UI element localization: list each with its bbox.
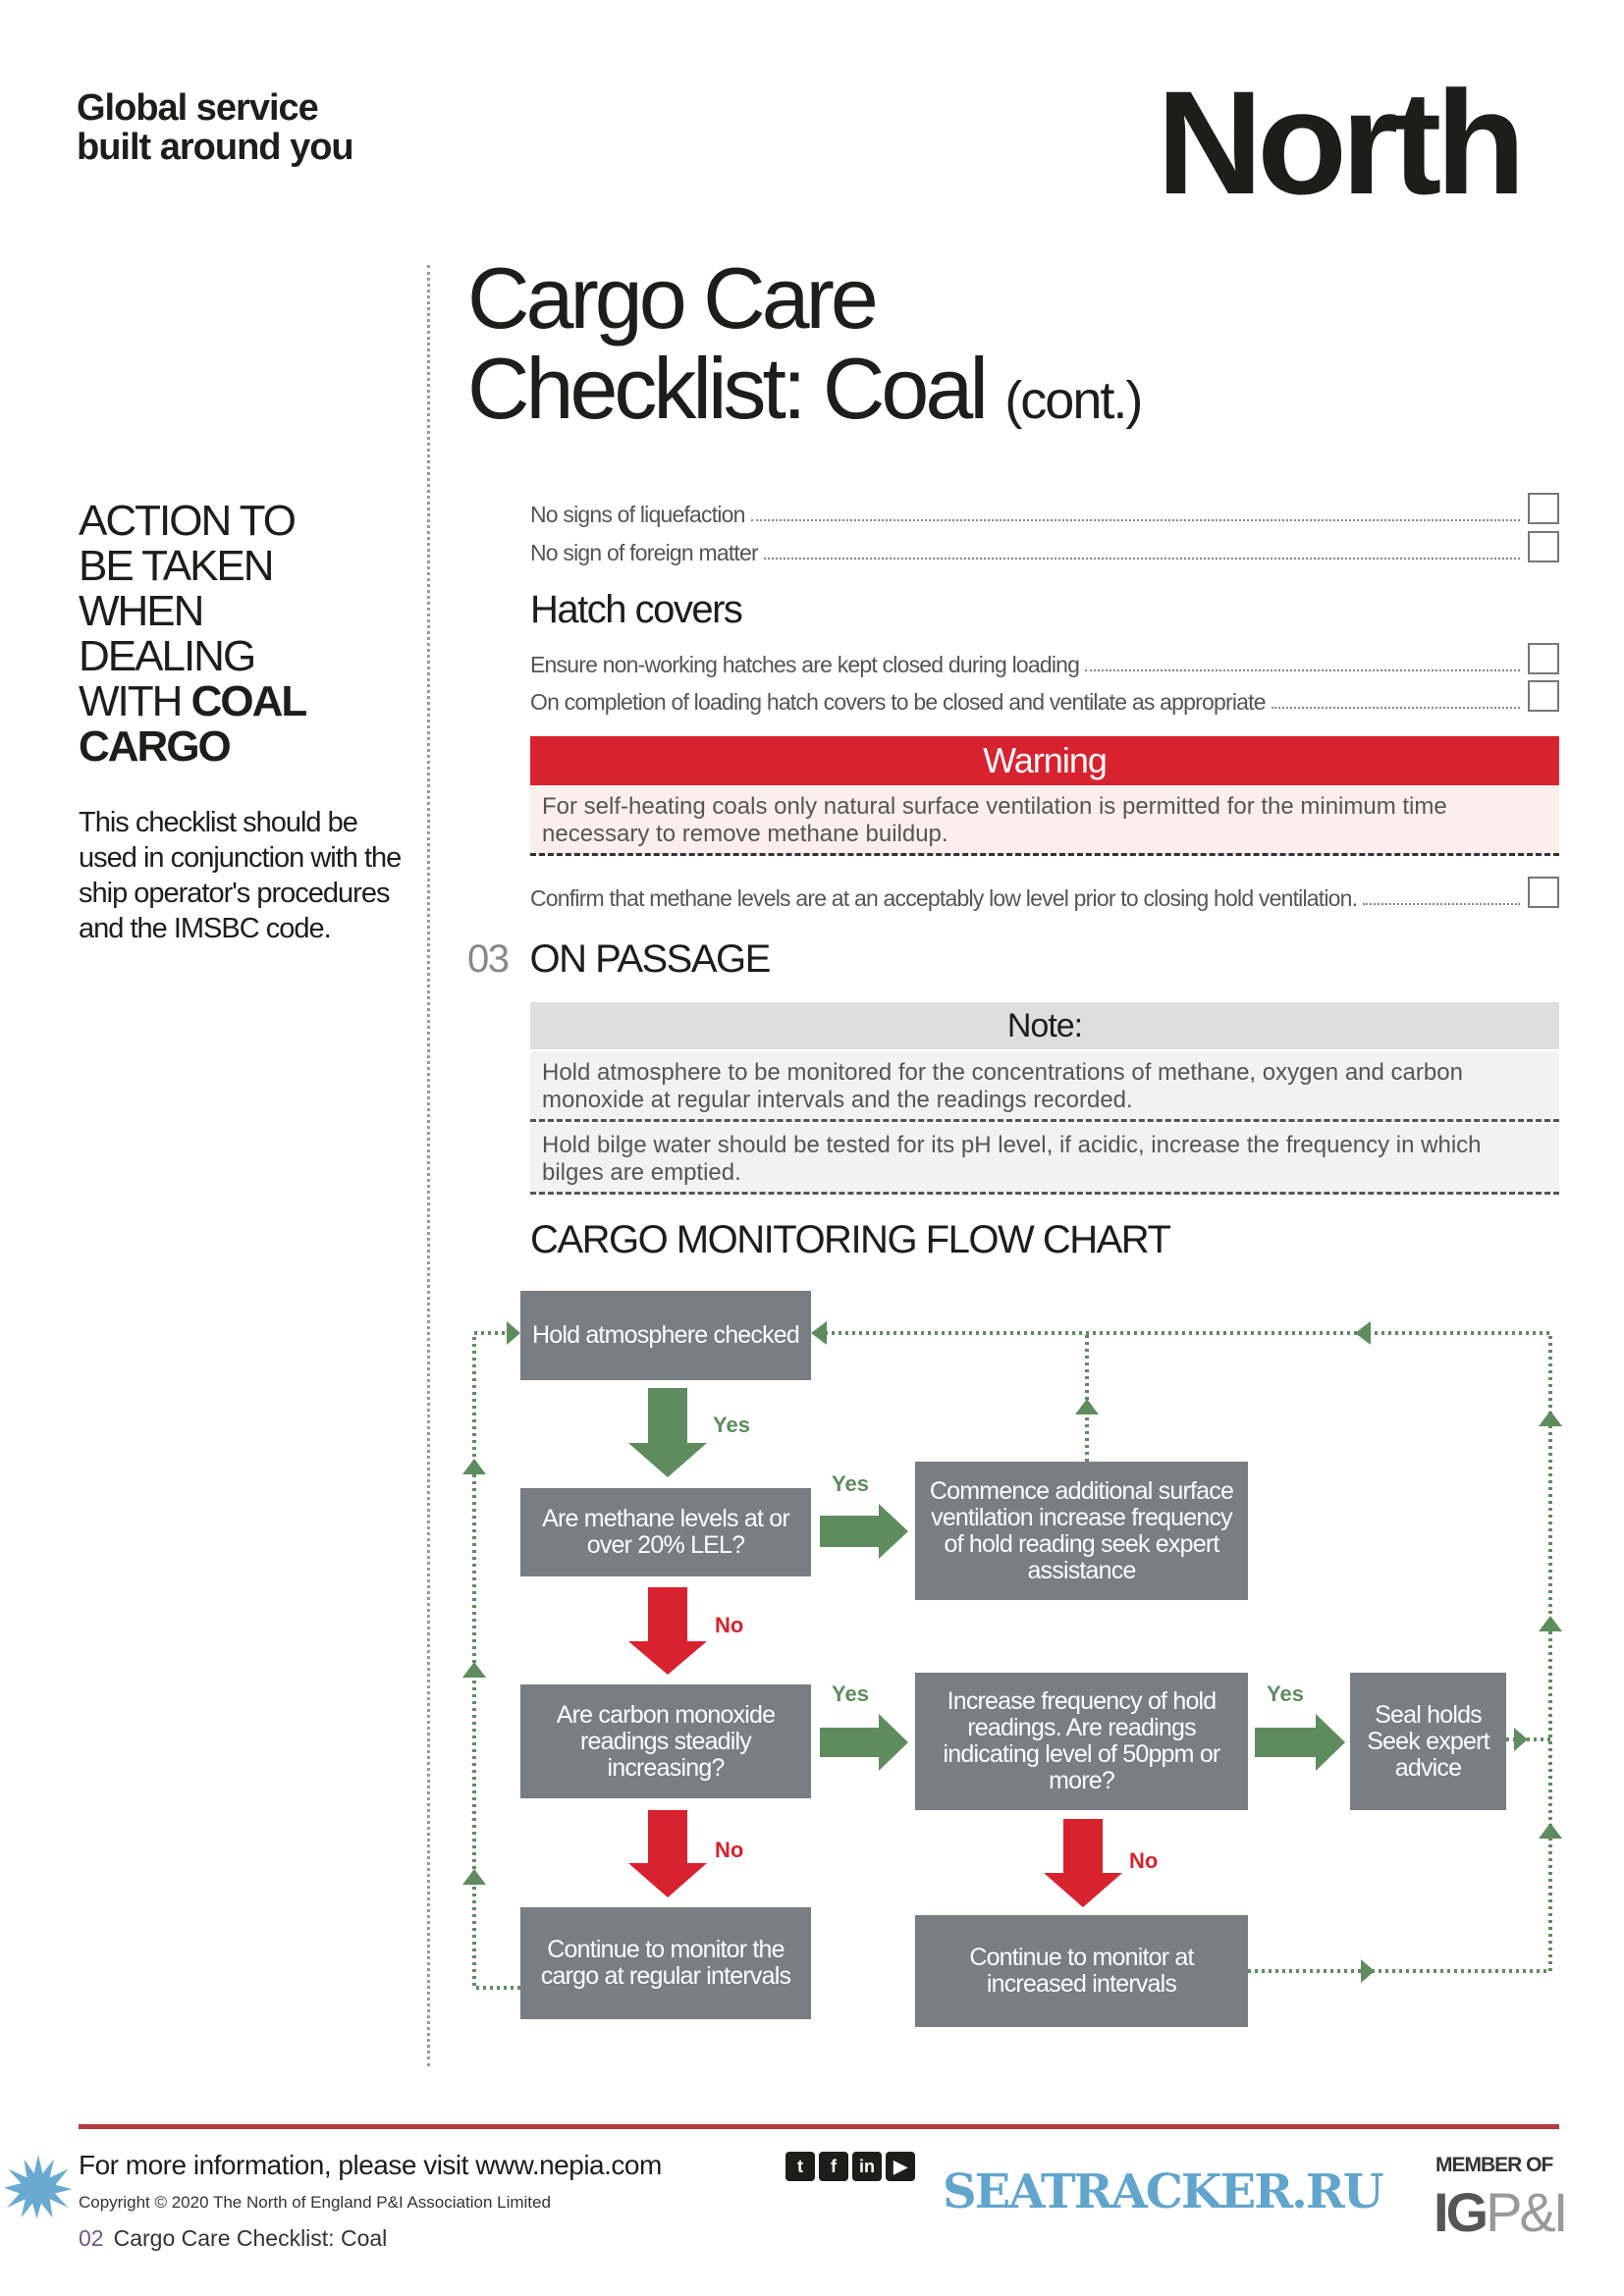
linkedin-icon[interactable]: in [852,2152,882,2181]
section-title: ON PASSAGE [529,937,770,981]
checklist-label: No sign of foreign matter [530,540,758,565]
twitter-icon[interactable]: t [785,2152,815,2181]
action-line: DEALING [79,632,255,680]
yes-label: Yes [832,1682,869,1706]
action-heading [79,499,305,770]
title-line-1: Cargo Care [467,249,875,347]
yes-arrow-right [820,1714,908,1771]
arrowhead-up [1539,1823,1562,1839]
node-continue-regular: Continue to monitor the cargo at regular intervals [520,1907,811,2019]
yes-label: Yes [1267,1682,1304,1706]
checklist-label: On completion of loading hatch covers to be closed and ventilate as appropriate [530,689,1266,715]
loop-line-left [474,1333,520,1988]
checklist-label: Confirm that methane levels are at an acceptably low level prior to closing hold ventilation. [530,885,1358,911]
checkbox[interactable] [1528,643,1559,674]
node-methane-question: Are methane levels at or over 20% LEL? [520,1488,811,1576]
node-increase-frequency: Increase frequency of hold readings. Are readings indicating level of 50ppm or more? [915,1673,1248,1810]
tagline-line-2: built around you [77,127,353,168]
action-line: WHEN [79,587,203,635]
checklist-item [530,531,1559,566]
more-info-link[interactable]: For more information, please visit www.nepia.com [79,2150,662,2180]
starburst-watermark-icon [4,2152,73,2220]
checklist-item [530,877,1559,912]
north-logo: North [1157,60,1520,225]
action-line: COAL [190,677,306,725]
arrowhead-up [462,1869,486,1885]
checklist-label: No signs of liquefaction [530,502,745,527]
leader-dots [764,558,1520,560]
checkbox[interactable] [1528,877,1559,908]
no-arrow-down [628,1810,707,1897]
facebook-icon[interactable]: f [819,2152,848,2181]
igpi-logo-pi: P&I [1486,2181,1566,2243]
section-heading [467,936,770,982]
no-arrow-down [628,1587,707,1675]
checklist-item [530,680,1559,716]
leader-dots [1272,707,1520,709]
hatch-covers-heading: Hatch covers [530,588,742,631]
watermark: SEATRACKER.RU [943,2164,1382,2219]
no-label: No [1129,1848,1159,1873]
node-hold-checked: Hold atmosphere checked [520,1291,811,1380]
vertical-divider [427,265,430,2066]
note-row: Hold atmosphere to be monitored for the concentrations of methane, oxygen and carbon monoxide at regular intervals and the readings recorded. [530,1051,1559,1122]
arrowhead-up [462,1459,486,1474]
node-continue-increased: Continue to monitor at increased intervals [915,1915,1248,2027]
yes-arrow-down [628,1388,707,1477]
igpi-logo [1434,2183,1565,2242]
leader-dots [1363,903,1520,905]
no-arrow-down [1044,1819,1122,1907]
checkbox[interactable] [1528,531,1559,562]
social-links [785,2152,915,2181]
node-co-question: Are carbon monoxide readings steadily increasing? [520,1684,811,1798]
arrowhead-left [1355,1321,1371,1345]
page-number: 02 [79,2225,104,2251]
copyright: Copyright © 2020 The North of England P&I Association Limited [79,2193,551,2212]
footer-divider [79,2124,1559,2129]
node-commence-ventilation: Commence additional surface ventilation increase frequency of hold reading seek expert assistance [915,1462,1248,1600]
yes-label: Yes [713,1413,750,1437]
checkbox[interactable] [1528,493,1559,524]
checklist-item [530,493,1559,528]
yes-arrow-right [1255,1714,1345,1771]
note-heading: Note: [530,1002,1559,1049]
leader-dots [1085,669,1520,671]
checkbox[interactable] [1528,680,1559,712]
arrowhead-right [1514,1728,1528,1751]
tagline [77,88,353,167]
no-label: No [715,1613,744,1637]
title-suffix: (cont.) [1004,371,1142,430]
flowchart-title: CARGO MONITORING FLOW CHART [530,1218,1170,1261]
member-of-label: MEMBER OF [1435,2154,1553,2176]
yes-arrow-right [820,1504,908,1559]
note-row: Hold bilge water should be tested for its pH level, if acidic, increase the frequency in which bilges are emptied. [530,1124,1559,1195]
warning-text: For self-heating coals only natural surface ventilation is permitted for the minimum time necessary to remove methane buildup. [530,785,1559,856]
action-line: ACTION TO [79,497,295,545]
arrowhead-up [1539,1411,1562,1426]
section-number: 03 [467,937,509,981]
checklist-label: Ensure non-working hatches are kept closed during loading [530,652,1080,677]
action-line: WITH [79,677,191,725]
arrowhead-up [1539,1616,1562,1631]
node-seal-holds: Seal holds Seek expert advice [1350,1673,1506,1810]
page-footer [79,2225,387,2251]
arrowhead-up [462,1662,486,1678]
action-line: CARGO [79,722,230,771]
igpi-logo-ig: IG [1434,2181,1487,2243]
action-line: BE TAKEN [79,542,273,590]
warning-heading: Warning [530,736,1559,785]
arrowhead-up [1075,1399,1099,1415]
arrowhead-right [1361,1959,1375,1983]
checklist-item [530,643,1559,678]
intro-text: This checklist should be used in conjunction with the ship operator's procedures and the IMSBC code. [79,807,402,944]
arrowhead-left [811,1321,827,1345]
yes-label: Yes [832,1471,869,1496]
arrowhead-right [507,1321,520,1345]
no-label: No [715,1838,744,1862]
page-title [467,249,1142,446]
title-line-2: Checklist: Coal [467,340,985,437]
loop-line-right [825,1333,1550,1971]
youtube-icon[interactable]: ▶ [886,2152,915,2181]
tagline-line-1: Global service [77,87,318,129]
leader-dots [751,519,1520,521]
footer-page-title: Cargo Care Checklist: Coal [113,2225,388,2251]
